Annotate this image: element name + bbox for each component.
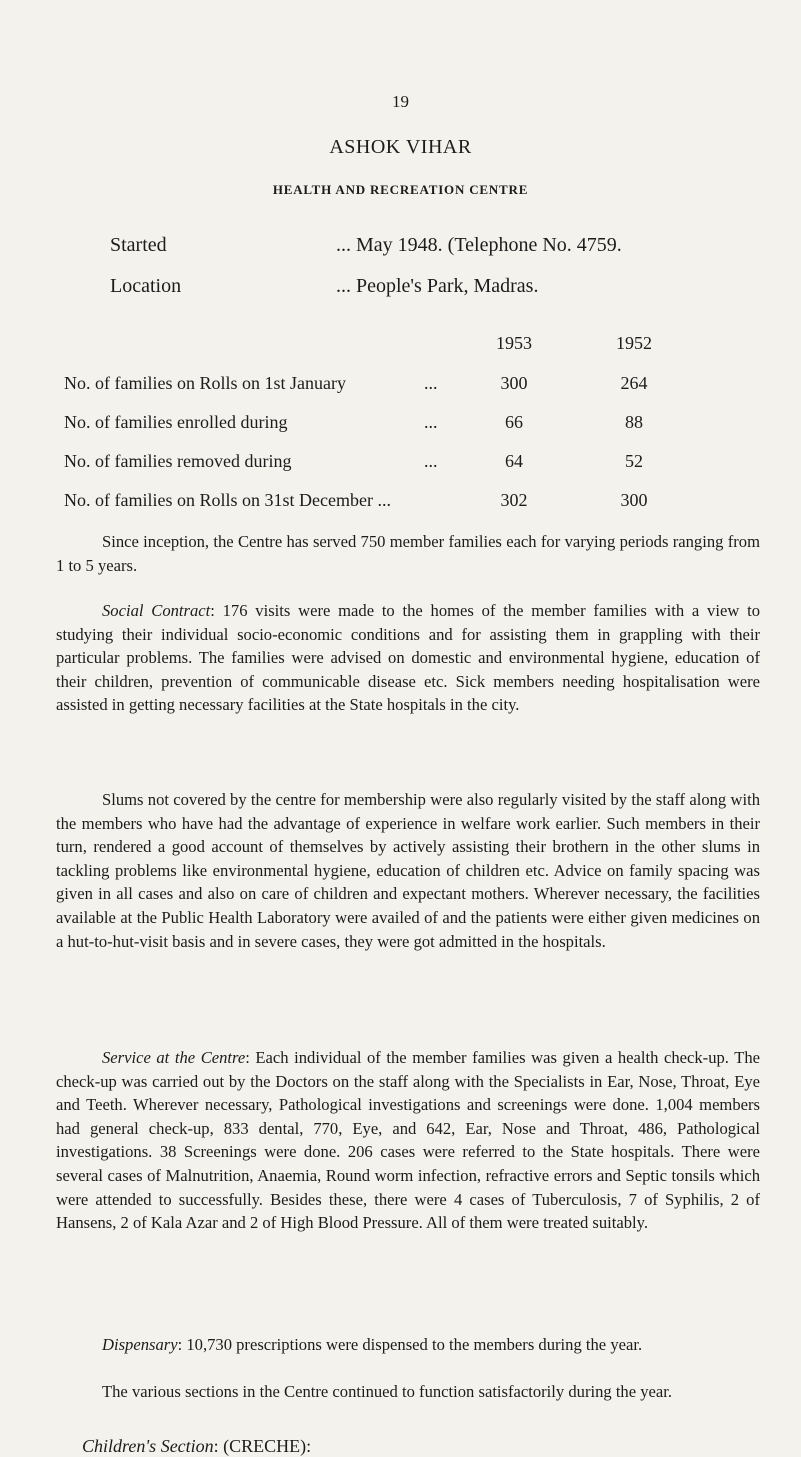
families-row-dots: ... — [424, 412, 438, 432]
started-label: Started — [110, 234, 167, 256]
families-row-1953: 64 — [505, 451, 523, 471]
families-row-1953: 302 — [500, 490, 528, 510]
page-title: ASHOK VIHAR — [329, 136, 472, 158]
paragraph-social-contract — [56, 599, 760, 717]
families-row-dots: ... — [424, 451, 438, 471]
families-col-1953: 1953 — [496, 333, 532, 353]
paragraph-service — [56, 1046, 760, 1235]
families-row-dots: ... — [424, 373, 438, 393]
families-row-1952: 88 — [625, 412, 643, 432]
started-value: ... May 1948. (Telephone No. 4759. — [336, 234, 622, 256]
page-number: 19 — [392, 92, 409, 111]
dispensary-body: : 10,730 prescriptions were dispensed to the members during the year. — [177, 1335, 643, 1354]
children-section-heading — [82, 1436, 311, 1457]
families-row-label: No. of families removed during — [64, 451, 292, 471]
location-value: ... People's Park, Madras. — [336, 275, 539, 297]
social-contract-body: : 176 visits were made to the homes of the member families with a view to studying their individual socio-economic conditions and for assisting them in grappling with their particular problems. The families were advised on domestic and environmental hygiene, education of their children, prevention of communicable disease etc. Sick members needing hospitalisation were assisted in getting necessary facilities at the State hospitals in the city. — [56, 601, 760, 715]
social-contract-heading: Social Contract — [102, 601, 211, 620]
dispensary-heading: Dispensary — [102, 1335, 178, 1354]
location-label: Location — [110, 275, 182, 297]
paragraph-slums: Slums not covered by the centre for membership were also regularly visited by the staff along with the members who have had the advantage of experience in welfare work earlier. Such members in their turn, rendered a good account of themselves by actively assisting their brothern in the other slums in tackling problems like environmental hygiene, education of children etc. Advice on family spacing was given in all cases and also on care of children and expectant mothers. Wherever necessary, the facilities available at the Public Health Laboratory were availed of and the patients were either given medicines on a hut-to-hut-visit basis and in severe cases, they were got admitted in the hospitals. — [56, 790, 760, 951]
families-row-label: No. of families on Rolls on 31st December ... — [64, 490, 391, 510]
families-row-1953: 66 — [505, 412, 523, 432]
families-row-1953: 300 — [500, 373, 528, 393]
families-row-label: No. of families enrolled during — [64, 412, 288, 432]
children-section-subtitle: : (CRECHE): — [213, 1436, 312, 1456]
families-col-1952: 1952 — [616, 333, 652, 353]
families-row-label: No. of families on Rolls on 1st January — [64, 373, 346, 393]
paragraph-sections: The various sections in the Centre continued to function satisfactorily during the year. — [102, 1382, 673, 1401]
paragraph-inception: Since inception, the Centre has served 750 member families each for varying periods ranging from 1 to 5 years. — [56, 532, 760, 575]
families-row-1952: 264 — [620, 373, 648, 393]
service-heading: Service at the Centre — [102, 1048, 246, 1067]
children-section-title: Children's Section — [82, 1436, 214, 1456]
families-row-1952: 52 — [625, 451, 643, 471]
service-body: : Each individual of the member families was given a health check-up. The check-up was carried out by the Doctors on the staff along with the Specialists in Ear, Nose, Throat, Eye and Teeth. Wherever necessary, Pathological investigations and screenings were done. 1,004 members had general check-up, 833 dental, 770, Eye, and 642, Ear, Nose and Throat, 486, Pathological investigations. 38 Screenings were done. 206 cases were referred to the State hospitals. There were several cases of Malnutrition, Anaemia, Round worm infection, refractive errors and Septic tonsils which were attended to successfully. Besides these, there were 4 cases of Tuberculosis, 7 of Syphilis, 2 of Hansens, 2 of Kala Azar and 2 of High Blood Pressure. All of them were treated suitably. — [56, 1048, 761, 1233]
families-row-1952: 300 — [620, 490, 648, 510]
page-subtitle: HEALTH AND RECREATION CENTRE — [272, 182, 529, 197]
paragraph-dispensary — [56, 1333, 760, 1357]
